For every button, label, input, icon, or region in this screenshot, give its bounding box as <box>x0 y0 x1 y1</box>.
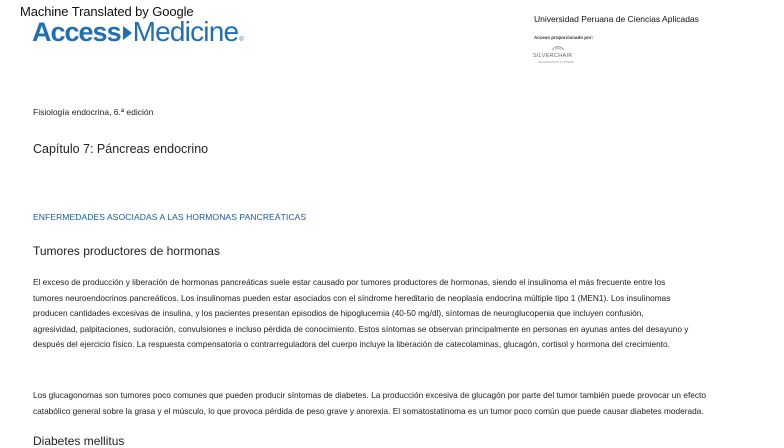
logo-medicine-text: Medicine <box>132 16 239 47</box>
paragraph-glucagonomas <box>33 388 753 419</box>
book-edition: Fisiología endocrina, 6.ª edición <box>33 107 154 117</box>
paragraph-line: Los glucagonomas son tumores poco comunes que pueden producir síntomas de diabetes. La producción excesiva de glucagón por parte del tumor también puede provocar un efecto <box>33 390 706 400</box>
chapter-title: Capítulo 7: Páncreas endocrino <box>33 142 209 156</box>
paragraph-line: El exceso de producción y liberación de hormonas pancreáticas suele estar causado por tumores productores de hormonas, siendo el insulinoma el más frecuente entre los <box>33 277 666 287</box>
logo-arrow-icon <box>123 26 132 40</box>
paragraph-line: agresividad, palpitaciones, sudoración, convulsiones e incluso pérdida de conocimiento. Estos síntomas se observan principalmente en personas en ayunas antes del desayuno y <box>33 323 689 334</box>
accessmedicine-logo[interactable] <box>32 17 244 47</box>
paragraph-line: tumores neuroendocrinos pancreáticos. Los insulinomas pueden estar asociados con el síndrome hereditario de neoplasia endocrina múltiple tipo 1 (MEN1). Los insulinomas <box>33 292 671 303</box>
machine-translation-notice: Machine Translated by Google <box>20 4 194 19</box>
silverchair-tagline: INFORMATION SYSTEMS <box>538 60 574 64</box>
logo-access-text: Access <box>32 17 121 47</box>
paragraph-line: catabólico general sobre la grasa y el músculo, lo que provoca pérdida de peso grave y anorexia. El somatostatinoma es un tumor poco común que puede causar diabetes moderada. <box>33 405 704 416</box>
paragraph-insulinomas <box>33 275 753 353</box>
silverchair-wordmark: SILVERCHAIR <box>533 53 573 59</box>
silverchair-logo-icon <box>538 42 578 52</box>
access-provided-by: Acceso proporcionado por: <box>534 35 594 40</box>
institution-name: Universidad Peruana de Ciencias Aplicadas <box>534 14 699 24</box>
subsection-heading-tumors: Tumores productores de hormonas <box>33 244 220 258</box>
logo-registered-mark: ® <box>239 37 244 43</box>
paragraph-line: después del ejercicio físico. La respuesta compensatoria o contrarreguladora del cuerpo incluye la liberación de catecolaminas, glucagón, cortisol y hormona del crecimiento. <box>33 339 670 349</box>
section-heading-link[interactable]: ENFERMEDADES ASOCIADAS A LAS HORMONAS PANCREÁTICAS <box>33 212 307 222</box>
subsection-heading-diabetes: Diabetes mellitus <box>33 434 125 448</box>
paragraph-line: producen cantidades excesivas de insulina, y los pacientes presentan episodios de hipoglucemia (40-50 mg/dl), síntomas de neuroglucopenia que incluyen confusión, <box>33 308 644 318</box>
